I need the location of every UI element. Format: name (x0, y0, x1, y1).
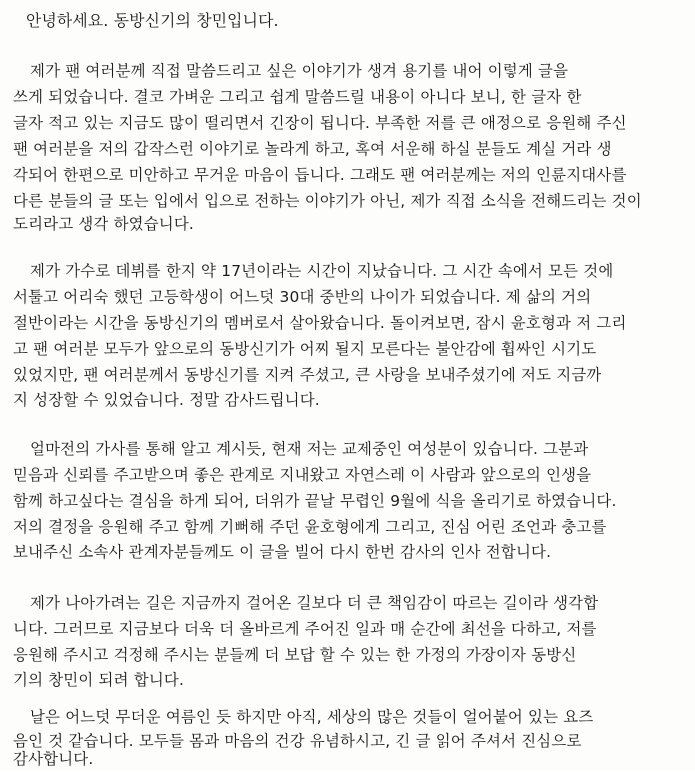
letter-line: 응원해 주시고 걱정해 주시는 분들께 더 보답 할 수 있는 한 가정의 가장이자 동방신 (13, 646, 577, 664)
letter-line: 저의 결정을 응원해 주고 함께 기뻐해 주던 윤호형에게 그리고, 진심 어린 조언과 충고를 (13, 518, 607, 536)
letter-line: 제가 가수로 데뷔를 한지 약 17년이라는 시간이 지났습니다. 그 시간 속에서 모든 것에 (30, 262, 614, 280)
letter-line: 니다. 그러므로 지금보다 더욱 더 올바르게 주어진 일과 매 순간에 최선을 다하고, 저를 (13, 620, 597, 638)
letter-line: 기의 창민이 되려 합니다. (13, 671, 185, 689)
letter-line: 도리라고 생각 하였습니다. (13, 215, 195, 233)
letter-greeting: 안녕하세요. 동방신기의 창민입니다. (26, 11, 279, 30)
letter-line: 다른 분들의 글 또는 입에서 입으로 전하는 이야기가 아닌, 제가 직접 소식을 전해드리는 것이 (13, 192, 642, 210)
letter-line: 팬 여러분을 저의 갑작스런 이야기로 놀라게 하고, 혹여 서운해 하실 분들도 계실 거라 생 (13, 140, 612, 158)
letter-line: 날은 어느덧 무더운 여름인 듯 하지만 아직, 세상의 많은 것들이 얼어붙어 있는 요즈 (30, 708, 594, 726)
letter-line: 얼마전의 가사를 통해 알고 계시듯, 현재 저는 교제중인 여성분이 있습니다. 그분과 (30, 440, 589, 458)
letter-line: 고 팬 여러분 모두가 앞으로의 동방신기가 어찌 될지 모른다는 불안감에 휩싸인 시기도 (13, 340, 597, 358)
letter-line: 각되어 한편으로 미안하고 무거운 마음이 듭니다. 그래도 팬 여러분께는 저의 인륜지대사를 (13, 166, 627, 184)
letter-line: 제가 나아가려는 길은 지금까지 걸어온 길보다 더 큰 책임감이 따르는 길이라 생각합 (30, 594, 599, 612)
letter-line: 함께 하고싶다는 결심을 하게 되어, 더위가 끝날 무렵인 9월에 식을 올리기로 하였습니다. (13, 492, 617, 510)
letter-line: 보내주신 소속사 관계자분들께도 이 글을 빌어 다시 한번 감사의 인사 전합니다. (13, 543, 552, 561)
letter-line: 글자 적고 있는 지금도 많이 떨리면서 긴장이 됩니다. 부족한 저를 큰 애정으로 응원해 주신 (13, 114, 627, 132)
letter-line: 믿음과 신뢰를 주고받으며 좋은 관계로 지내왔고 자연스레 이 사람과 앞으로의 인생을 (13, 466, 592, 484)
letter-line: 있었지만, 팬 여러분께서 동방신기를 지켜 주셨고, 큰 사랑을 보내주셨기에 저도 지금까 (13, 366, 602, 384)
letter-line: 감사합니다. (13, 750, 94, 768)
letter-line: 쓰게 되었습니다. 결코 가벼운 그리고 쉽게 말씀드릴 내용이 아니다 보니, 한 글자 한 (13, 88, 582, 106)
letter-line: 절반이라는 시간을 동방신기의 멤버로서 살아왔습니다. 돌이켜보면, 잠시 윤호형과 저 그리 (13, 314, 627, 332)
letter-line: 지 성장할 수 있었습니다. 정말 감사드립니다. (13, 391, 320, 409)
letter-line: 서툴고 어리숙 했던 고등학생이 어느덧 30대 중반의 나이가 되었습니다. 제 삶의 거의 (13, 288, 592, 306)
letter-line: 제가 팬 여러분께 직접 말씀드리고 싶은 이야기가 생겨 용기를 내어 이렇게 글을 (30, 62, 569, 80)
letter-line: 음인 것 같습니다. 모두들 몸과 마음의 건강 유념하시고, 긴 글 읽어 주셔서 진심으로 (13, 732, 582, 750)
